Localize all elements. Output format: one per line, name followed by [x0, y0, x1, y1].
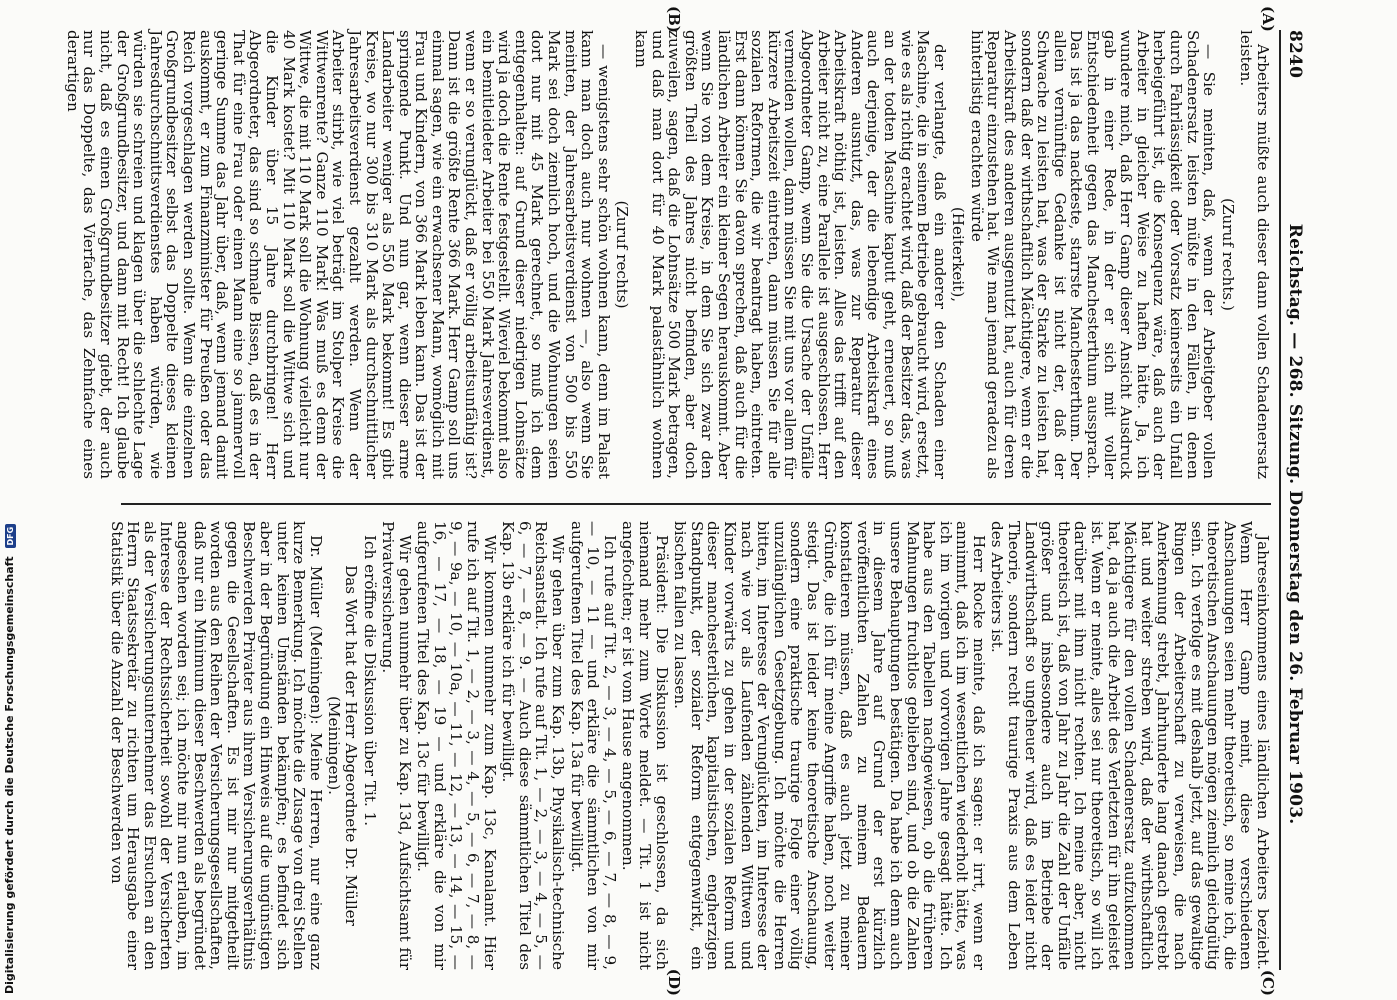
dfg-logo-icon: DFG [5, 524, 16, 549]
paragraph: Herr Rocke meinte, daß ich sagen: er irrt, wenn er annimmt, daß ich im wesentlichen wiederholt hätte, was ich im vorigen und vorvorigen Jahre gesagt hätte. Ich habe aus den Tabellen nachgewiesen, ob die früheren Mahnungen fruchtlos geblieben sind, und ob die Zahlen unsere Behauptungen bestätigen. Da habe ich denn auch in diesem Jahre auf Grund der erst kürzlich veröffentlichten Zahlen zu meinem Bedauern konstatieren müssen, daß es auch jetzt zu meiner Gründe, die ich für meine Angriffe haben, noch weiter steigt. Das ist leider keine theoretische Anschauung, sondern eine praktische traurige Folge einer völlig unzulänglichen Gesetzgebung. Ich möchte die Herren bitten, im Interesse der Verunglückten, im Interesse der nach wie vor als Laufenden zählenden Wittwen und Kinder vorwärts zu gehen in der sozialen Reform und dieser manchesterlichen, kapitalistischen, engherzigen Standpunkt, der sozialer Reform entgegenwirkt, ein bischen fallen zu lassen. [671, 521, 988, 970]
interjection: (Heiterkeit), [949, 206, 968, 303]
funding-notice-text [3, 524, 16, 994]
paragraph: Dr. Müller (Meiningen): Meine Herren, nur eine ganz kurze Bemerkung. Ich möchte die Zusage von drei Stellen unter keinen Umständen bekämpfen; es befindet sich aber in der Begründung ein Hinweis auf die ungünstigen Beschwerden Privater aus ihrem Versicherungsverhältnis gegen die Gesellschaften. Es ist mir nur mitgetheilt worden aus den Reihen der Versicherungsgesellschaften, daß nur ein Minimum dieser Beschwerden als begründet angesehen worden sei; ich möchte mir nun erlauben, im Interesse der Rechtssicherheit sowohl der Versicherten als der Versicherungsunternehmer das Ersuchen an den Herrn Staatssekretär zu richten um Herausgabe einer Statistik über die Anzahl der Beschwerden von [107, 521, 325, 970]
funding-text: Digitalisierung gefördert durch die Deutsche Forschungsgemeinschaft [3, 556, 16, 994]
marker-d: (D) [665, 968, 683, 996]
paragraph: Jahreseinkommens eines ländlichen Arbeiters bezieht. Wenn Herr Gamp meint, diese verschiedenen Anschauungen seien mehr theoretisch, so meine ich, die theoretischen Anschauungen mögen ziemlich gleichgültig sein. Ich verfolge es mit deshalb jetzt, auf das gewaltige Ringen der Arbeiterschaft zu verweisen, die nach Anerkennung strebt, Jahrhunderte lang danach gestrebt hat und weiter streben wird, daß der wirthschaftlich Mächtigere für den vollen Schadenersatz aufzukommen hat, da ja auch die Arbeit des Verletzten für ihn geleistet ist. Wenn er meinte, alles sei nur theoretisch, so will ich darüber mit ihm nicht rechten. Ich meine aber, nicht theoretisch ist, daß von Jahr zu Jahr die Zahl der Unfälle größer und insbesondere auch im Betriebe der Landwirthschaft so ungeheuer wird, daß es leider nicht Theorie, sondern recht traurige Praxis aus dem Leben des Arbeiters ist. [988, 521, 1272, 970]
funding-notice [4, 4, 18, 994]
paragraph: Ich eröffne die Diskussion über Tit. 1. [360, 535, 379, 827]
paragraph: Wir kommen nunmehr zum Kap. 13c, Kanalamt. Hier rufe ich auf Tit. 1, — 2, — 3, — 4, — 5, — 6, — 7, — 8, — 9, — 9a, — 10, — 10a, — 11, — 12, — 13, — 14, — 15, — 16, — 17, — 18, — 19 — und erkläre die von mir aufgerufenen Titel des Kap. 13c für bewilligt. [414, 521, 499, 970]
marker-a: (A) [1259, 6, 1277, 32]
marker-b: (B) [665, 6, 683, 33]
left-column [63, 30, 1272, 479]
marker-c: (C) [1259, 969, 1277, 996]
paragraph: — Sie meinten, daß, wenn der Arbeitgeber vollen Schadenersatz leisten müßte in den Fällen, in denen durch Fahrlässigkeit oder Vorsatz keinerseits ein Unfall herbeigeführt ist, die Konsequenz wäre, daß auch der Arbeiter in gleicher Weise zu haften hätte. Ja, ich wundere mich, daß Herr Gamp dieser Ansicht Ausdruck gab in einer Rede, in der er sich mit voller Entschiedenheit gegen das Manchesterthum aussprach. Das ist ja das nackteste, starrste Manchesterthum. Der allein vernünftige Gedanke ist nicht der, daß der Schwache zu leisten hat, was der Starke zu leisten hat, sondern daß der wirthschaftlich Mächtigere, wenn er die Arbeitskraft des anderen ausgenutzt hat, auch für deren Reparatur einzustehen hat. Wie man jemand geradezu als hinterlistig erachten würde [967, 30, 1219, 479]
text-columns [63, 30, 1272, 970]
paragraph: Ich rufe auf Tit. 2, — 3, — 4, — 5, — 6, — 7, — 8, — 9, — 10, — 11 — und erkläre die sämmtlichen von mir aufgerufenen Titel des Kap. 13a für bewilligt. [567, 521, 619, 970]
page-title: Reichstag. — 268. Sitzung. Donnerstag den 26. Februar 1903. [1285, 223, 1305, 825]
interjection: (Zuruf rechts) [613, 200, 632, 309]
paragraph: Präsident: Die Diskussion ist geschlossen, da sich niemand mehr zum Worte meldet. — Tit. 1 ist nicht angefochten; er ist vom Hause angenommen. [619, 521, 671, 970]
paragraph: Das Wort hat der Herr Abgeordnete Dr. Müller (Meiningen). [325, 565, 360, 926]
interjection: (Zuruf rechts.) [1218, 198, 1237, 311]
paragraph: der verlangte, daß ein anderer den Schaden einer Maschine, die in seinem Betriebe gebraucht wird, ersetzt, wie es als richtig erachtet wird, daß der Besitzer das, was an der todten Maschine kaputt geht, erneuert, so muß auch derjenige, der die lebendige Arbeitskraft eines Anderen ausnutzt, das, was zur Reparatur dieser Arbeitskraft nöthig ist, leisten. Alles das trifft auf den Arbeiter nicht zu, eine Parallele ist ausgeschlossen. Herr Abgeordneter Gamp, wenn Sie die Ursache der Unfälle vermeiden wollen, dann müssen Sie mit uns vor allem für kürzere Arbeitszeit eintreten, dann müssen Sie für alle sozialen Reformen, die wir beantragt haben, eintreten. Erst dann können Sie davon sprechen, daß auch für die ländlichen Arbeiter ein kleiner Segen herauskommt. Aber wenn Sie von dem Kreise, in dem Sie sich zwar den größten Theil des Jahres nicht befinden, aber doch zuweilen, sagen, daß die Lohnsätze 500 Mark betragen, und daß man dort für 40 Mark palastähnlich wohnen kann [632, 30, 949, 479]
paragraph: — wenigstens sehr schön wohnen kann, denn im Palast kann man doch auch nur wohnen —, also wenn Sie meinten, der Jahresarbeitsverdienst von 500 bis 550 Mark sei doch ziemlich hoch, und die Wohnungen seien dort nur mit 45 Mark gerechnet, so muß ich dem entgegenhalten: auf Grund dieser niedrigen Lohnsätze wird ja doch die Rente festgestellt. Wieviel bekommt also ein bemitleideter Arbeiter bei 550 Mark Jahresverdienst, wenn er so verunglückt, daß er völlig arbeitsunfähig ist? Dann ist die größte Rente 366 Mark. Herr Gamp soll uns einmal sagen, wie ein erwachsener Mann, womöglich mit Frau und Kindern, von 366 Mark leben kann. Das ist der springende Punkt. Und nun gar, wenn dieser arme Landarbeiter weniger als 550 Mark bekommt! Es gibt Kreise, wo nur 300 bis 310 Mark als durchschnittlicher Jahresarbeitsverdienst gezahlt werden. Wenn der Arbeiter stirbt, wie viel beträgt im Stolper Kreise die Wittwenrente? Ganze 110 Mark! Was muß es denn der Wittwe, die mit 110 Mark soll die Wohnung vielleicht nur 40 Mark kostet? Mit 110 Mark soll die Wittwe sich und die Kinder über 15 Jahre durchbringen! Herr Abgeordneter, das sind so schmale Bissen, daß es in der That für eine Frau oder einen Mann eine so jammervoll geringe Summe das Jahr über, daß, wenn jemand damit auskommt, er zum Finanzminister für Preußen oder das Reich vorgeschlagen werden sollte. Wenn die einzelnen Großgrundbesitzer selbst das Doppelte dieses kleinen Jahresdurchschnittsverdienstes haben würden, wie würden sie schreien und klagen über die schlechte Lage der Großgrundbesitzer, und dann mit Recht! Ich glaube nicht, daß es einen Großgrundbesitzer giebt, der auch nur das Doppelte, das Vierfache, das Zehnfache eines derartigen [63, 30, 613, 479]
page-number: 8240 [1285, 30, 1305, 79]
page-header [1279, 30, 1305, 970]
newspaper-page [63, 0, 1323, 1000]
paragraph: Wir gehen über zum Kap. 13b, Physikalisch-technische Reichsanstalt. Ich rufe auf Tit. 1, — 2, — 3, — 4, — 5, — 6, — 7, — 8, — 9. — Auch diese sämmtlichen Titel des Kap. 13b erkläre ich für bewilligt. [499, 521, 568, 970]
paragraph: Wir gehen nunmehr über zu Kap. 13d, Aufsichtsamt für Privatversicherung. [379, 521, 414, 970]
right-column [107, 503, 1272, 970]
paragraph: Arbeiters müßte auch dieser dann vollen Schadenersatz leisten. [1237, 30, 1272, 479]
